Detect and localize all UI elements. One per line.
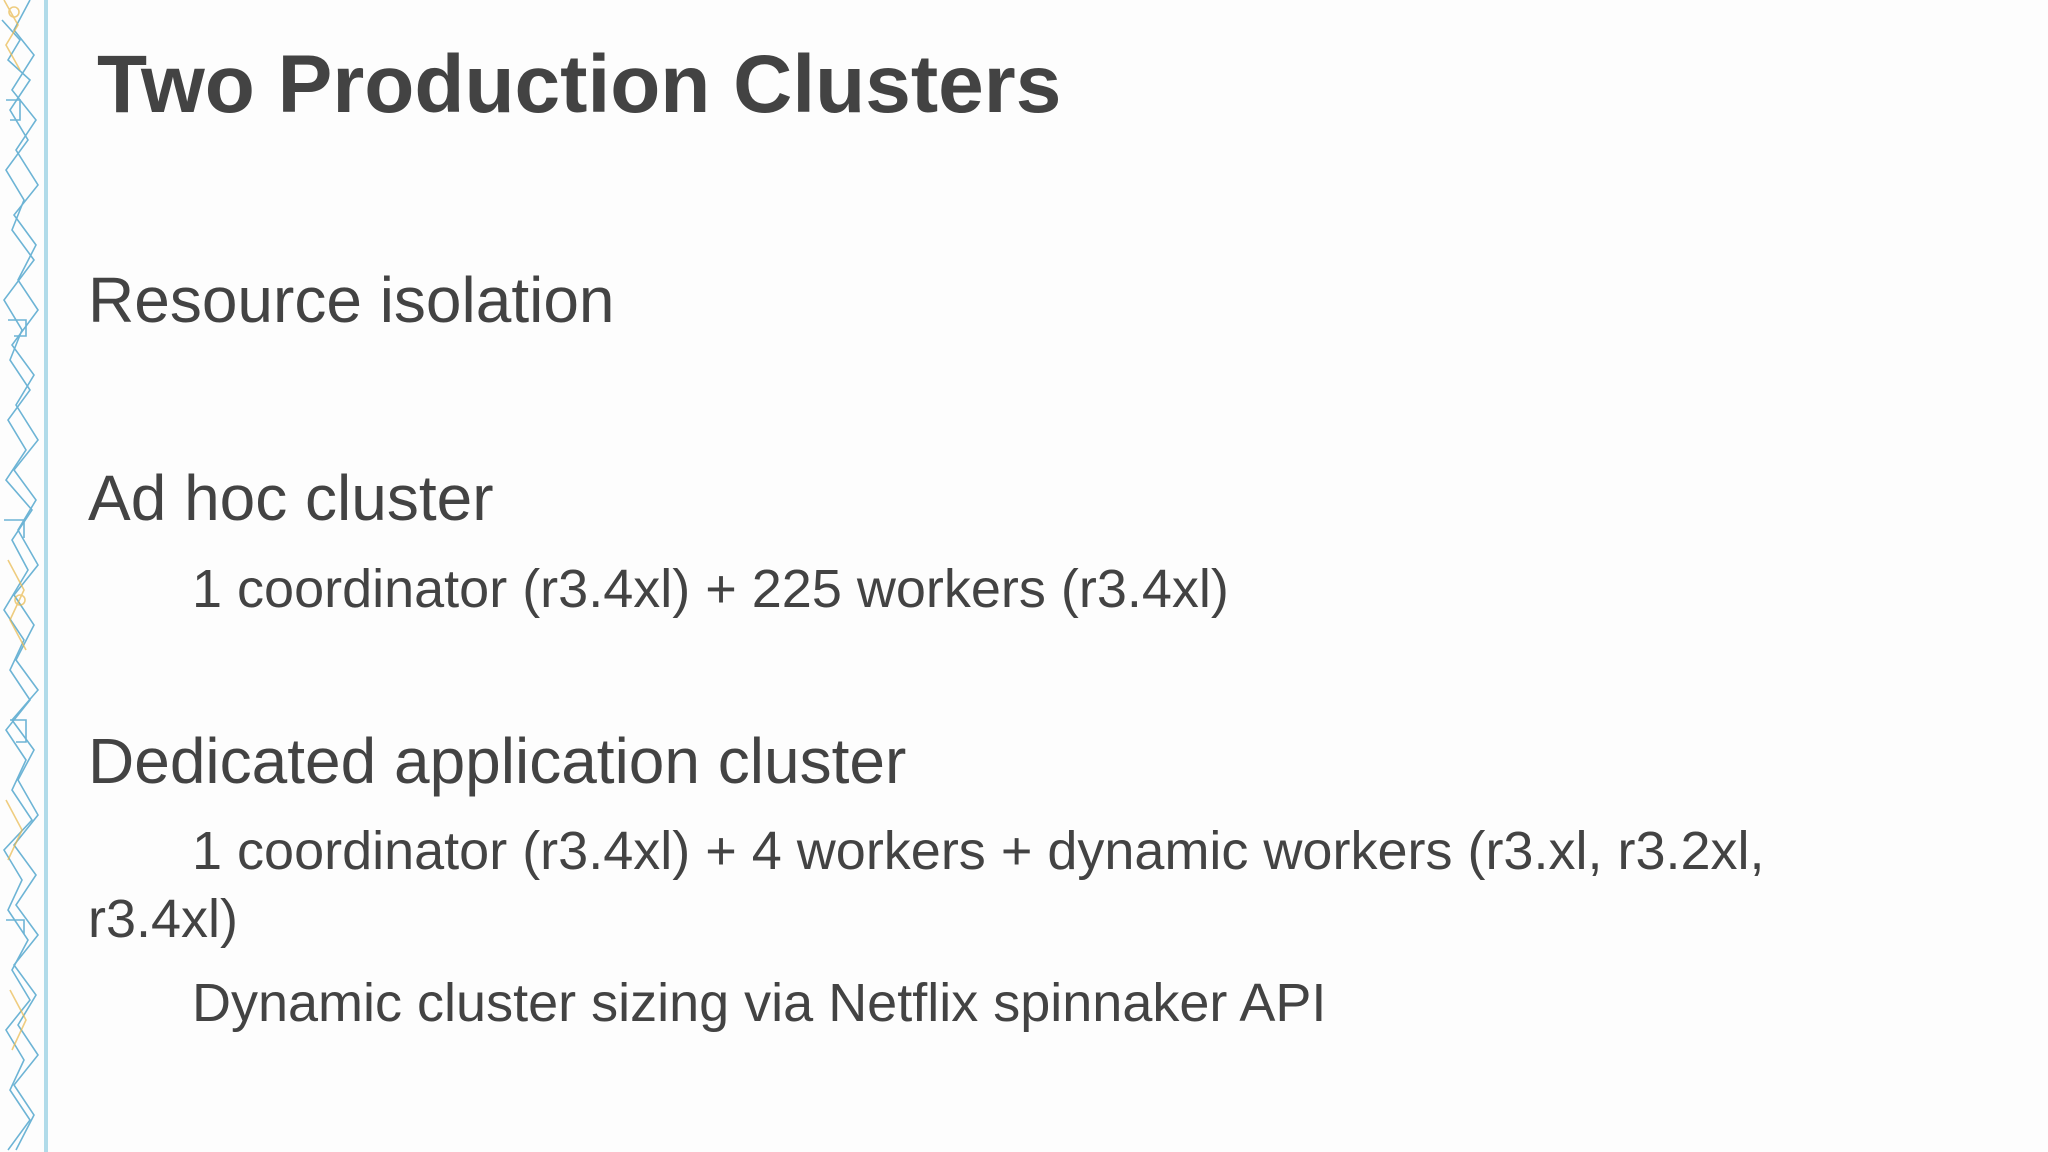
decorative-circuit-border (0, 0, 50, 1152)
section-heading-ad-hoc-cluster: Ad hoc cluster (88, 462, 494, 534)
dynamic-sizing-detail: Dynamic cluster sizing via Netflix spinnaker API (192, 973, 1327, 1033)
section-heading-resource-isolation: Resource isolation (88, 264, 615, 336)
section-heading-dedicated-application-cluster: Dedicated application cluster (88, 725, 907, 797)
ad-hoc-cluster-detail: 1 coordinator (r3.4xl) + 225 workers (r3.4xl) (192, 559, 1229, 619)
dedicated-cluster-detail: 1 coordinator (r3.4xl) + 4 workers + dynamic workers (r3.xl, r3.2xl, r3.4xl) (88, 821, 1765, 949)
slide-title: Two Production Clusters (97, 39, 1062, 130)
